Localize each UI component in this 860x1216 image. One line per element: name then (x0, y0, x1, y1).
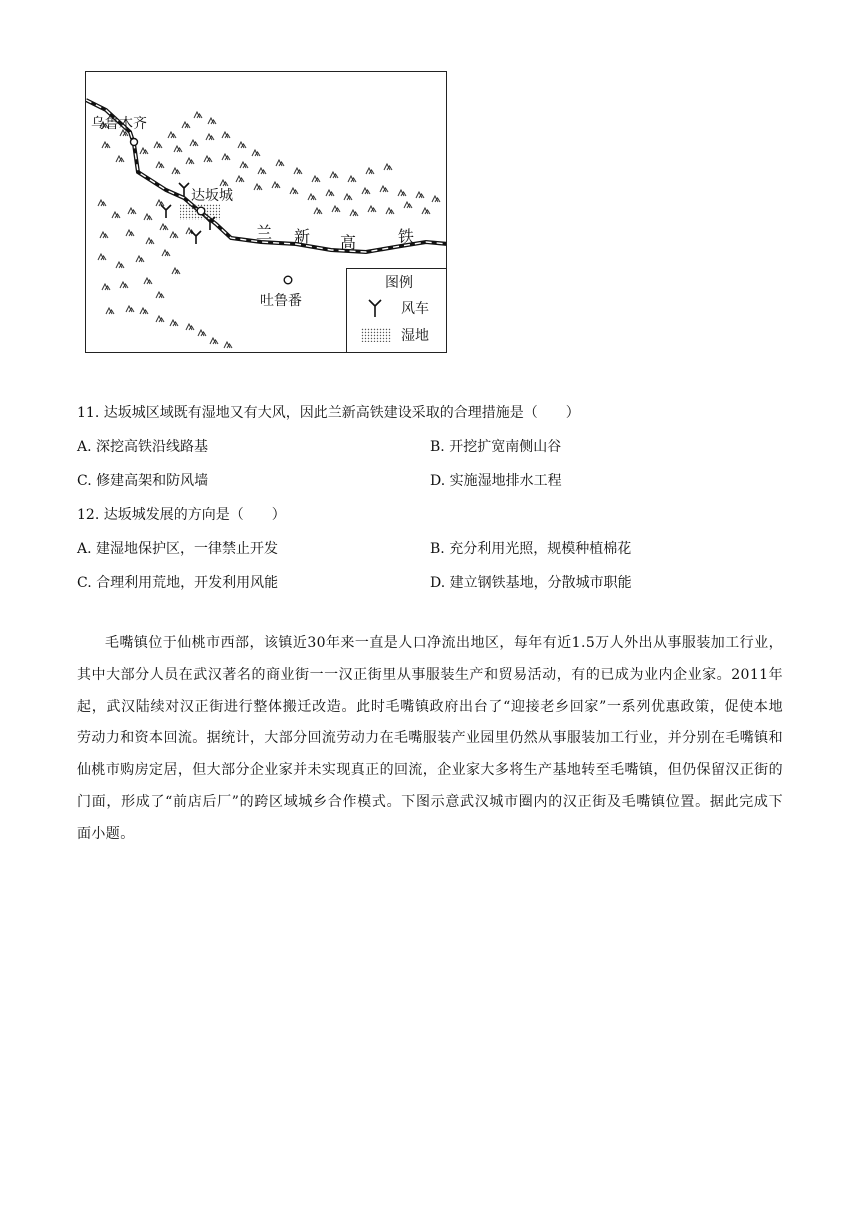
legend-title: 图例 (385, 275, 413, 291)
question-12-option-c: C. 合理利用荒地，开发利用风能 (77, 575, 279, 591)
passage-paragraph: 毛嘴镇位于仙桃市西部，该镇近30年来一直是人口净流出地区，每年有近1.5万人外出从事服装加工行业，其中大部分人员在武汉著名的商业街一一汉正街里从事服装生产和贸易活动，有的已成为业内企业家。2011年起，武汉陆续对汉正街进行整体搬迁改造。此时毛嘴镇政府出台了“迎接老乡回家”一系列优惠政策，促使本地劳动力和资本回流。据统计，大部分回流劳动力在毛嘴服装产业园里仍然从事服装加工行业，并分别在毛嘴镇和仙桃市购房定居，但大部分企业家并未实现真正的回流，企业家大多将生产基地转至毛嘴镇，但仍保留汉正街的门面，形成了“前店后厂”的跨区域城乡合作模式。下图示意武汉城市圈内的汉正街及毛嘴镇位置。据此完成下面小题。 (77, 635, 783, 842)
urumqi-label: 乌鲁木齐 (91, 116, 147, 132)
question-11-option-b: B. 开挖扩宽南侧山谷 (430, 439, 562, 455)
question-12-option-b: B. 充分利用光照，规模种植棉花 (430, 541, 632, 557)
wetland-icon (361, 328, 391, 342)
turpan-city-icon (284, 276, 292, 284)
question-11-option-a: A. 深挖高铁沿线路基 (77, 439, 209, 455)
question-11-option-d: D. 实施湿地排水工程 (430, 473, 562, 489)
railway-label-char: 铁 (398, 227, 415, 246)
turpan-label: 吐鲁番 (260, 293, 302, 309)
legend-wetland-label: 湿地 (401, 328, 429, 344)
railway-label-char: 新 (294, 227, 311, 246)
legend-windmill-label: 风车 (401, 301, 429, 317)
windmill-icon (365, 299, 385, 319)
railway-label-char: 兰 (256, 223, 273, 242)
question-12-stem: 12. 达坂城发展的方向是（ ） (77, 507, 286, 523)
question-11-stem: 11. 达坂城区域既有湿地又有大风，因此兰新高铁建设采取的合理措施是（ ） (77, 405, 580, 421)
urumqi-city-icon (131, 139, 138, 146)
question-12-option-a: A. 建湿地保护区，一律禁止开发 (77, 541, 279, 557)
map-figure (85, 71, 447, 353)
question-12-option-d: D. 建立钢铁基地，分散城市职能 (430, 575, 632, 591)
dabancheng-label: 达坂城 (191, 188, 233, 204)
railway-label-char: 高 (340, 233, 357, 252)
dabancheng-city-icon (197, 207, 205, 215)
map-legend (346, 268, 447, 353)
question-11-option-c: C. 修建高架和防风墙 (77, 473, 209, 489)
